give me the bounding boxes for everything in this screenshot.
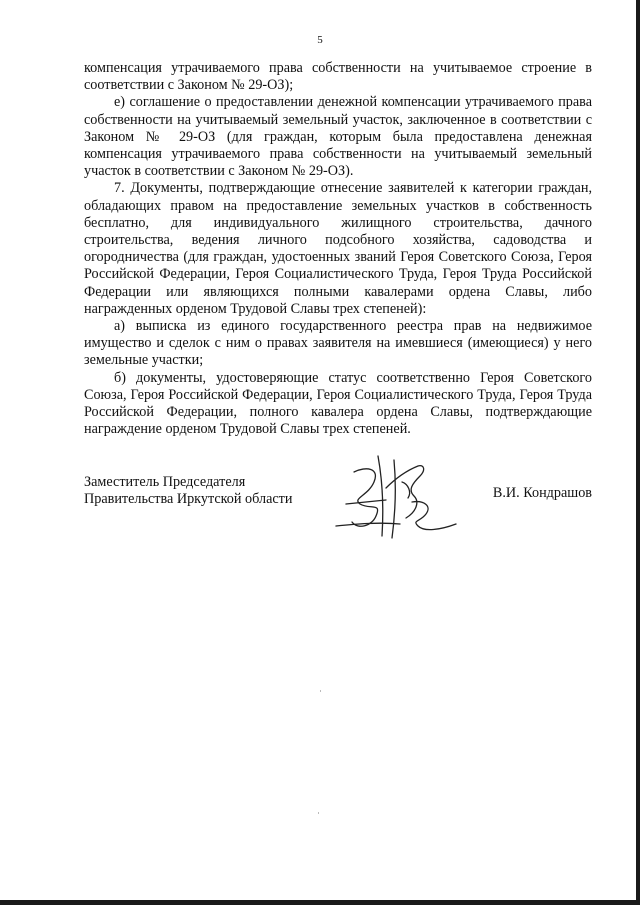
signatory-name: В.И. Кондрашов — [492, 485, 592, 501]
signature-block — [84, 474, 592, 534]
signatory-position-line-2: Правительства Иркутской области — [84, 491, 293, 507]
paragraph-section-7: 7. Документы, подтверждающие отнесение заявителей к категории граждан, обладающих правом на предоставление земельных участков в собственность бесплатно, для индивидуального жилищного строительства, дачного строительства, ведения личного подсобного хозяйства, садоводства и огородничества (для граждан, удостоенных званий Героя Советского Союза, Героя Российской Федерации, Героя Социалистического Труда, Героя Труда Российской Федерации или являющихся полными кавалерами ордена Славы, либо награжденных орденом Трудовой Славы трех степеней): — [84, 180, 592, 317]
paragraph-item-e: е) соглашение о предоставлении денежной компенсации утрачиваемого права собственности на учитываемый земельный участок, заключенное в соответствии с Законом № 29-ОЗ (для граждан, которым была предоставлена денежная компенсация утрачиваемого права собственности на учитываемый земельный участок в соответствии с Законом № 29-ОЗ). — [84, 94, 592, 180]
page-number: 5 — [317, 34, 323, 46]
signatory-position-line-1: Заместитель Председателя — [84, 474, 246, 490]
scan-speck — [318, 812, 319, 814]
document-body — [84, 60, 592, 438]
paragraph-item-a: а) выписка из единого государственного реестра прав на недвижимое имущество и сделок с ним о правах заявителя на имевшиеся (имеющиеся) у него земельные участки; — [84, 318, 592, 369]
paragraph-continuation: компенсация утрачиваемого права собственности на учитываемое строение в соответствии с Законом № 29-ОЗ); — [84, 60, 592, 94]
scan-edge-bottom — [0, 900, 640, 905]
scan-speck — [320, 690, 321, 692]
signatory-position — [84, 474, 344, 508]
paragraph-item-b: б) документы, удостоверяющие статус соответственно Героя Советского Союза, Героя Российской Федерации, Героя Социалистического Труда, Героя Труда Российской Федерации, полного кавалера ордена Славы, подтверждающие награждение орденом Трудовой Славы трех степеней. — [84, 369, 592, 438]
scan-edge-right — [636, 0, 640, 905]
handwritten-signature-image — [316, 452, 466, 542]
